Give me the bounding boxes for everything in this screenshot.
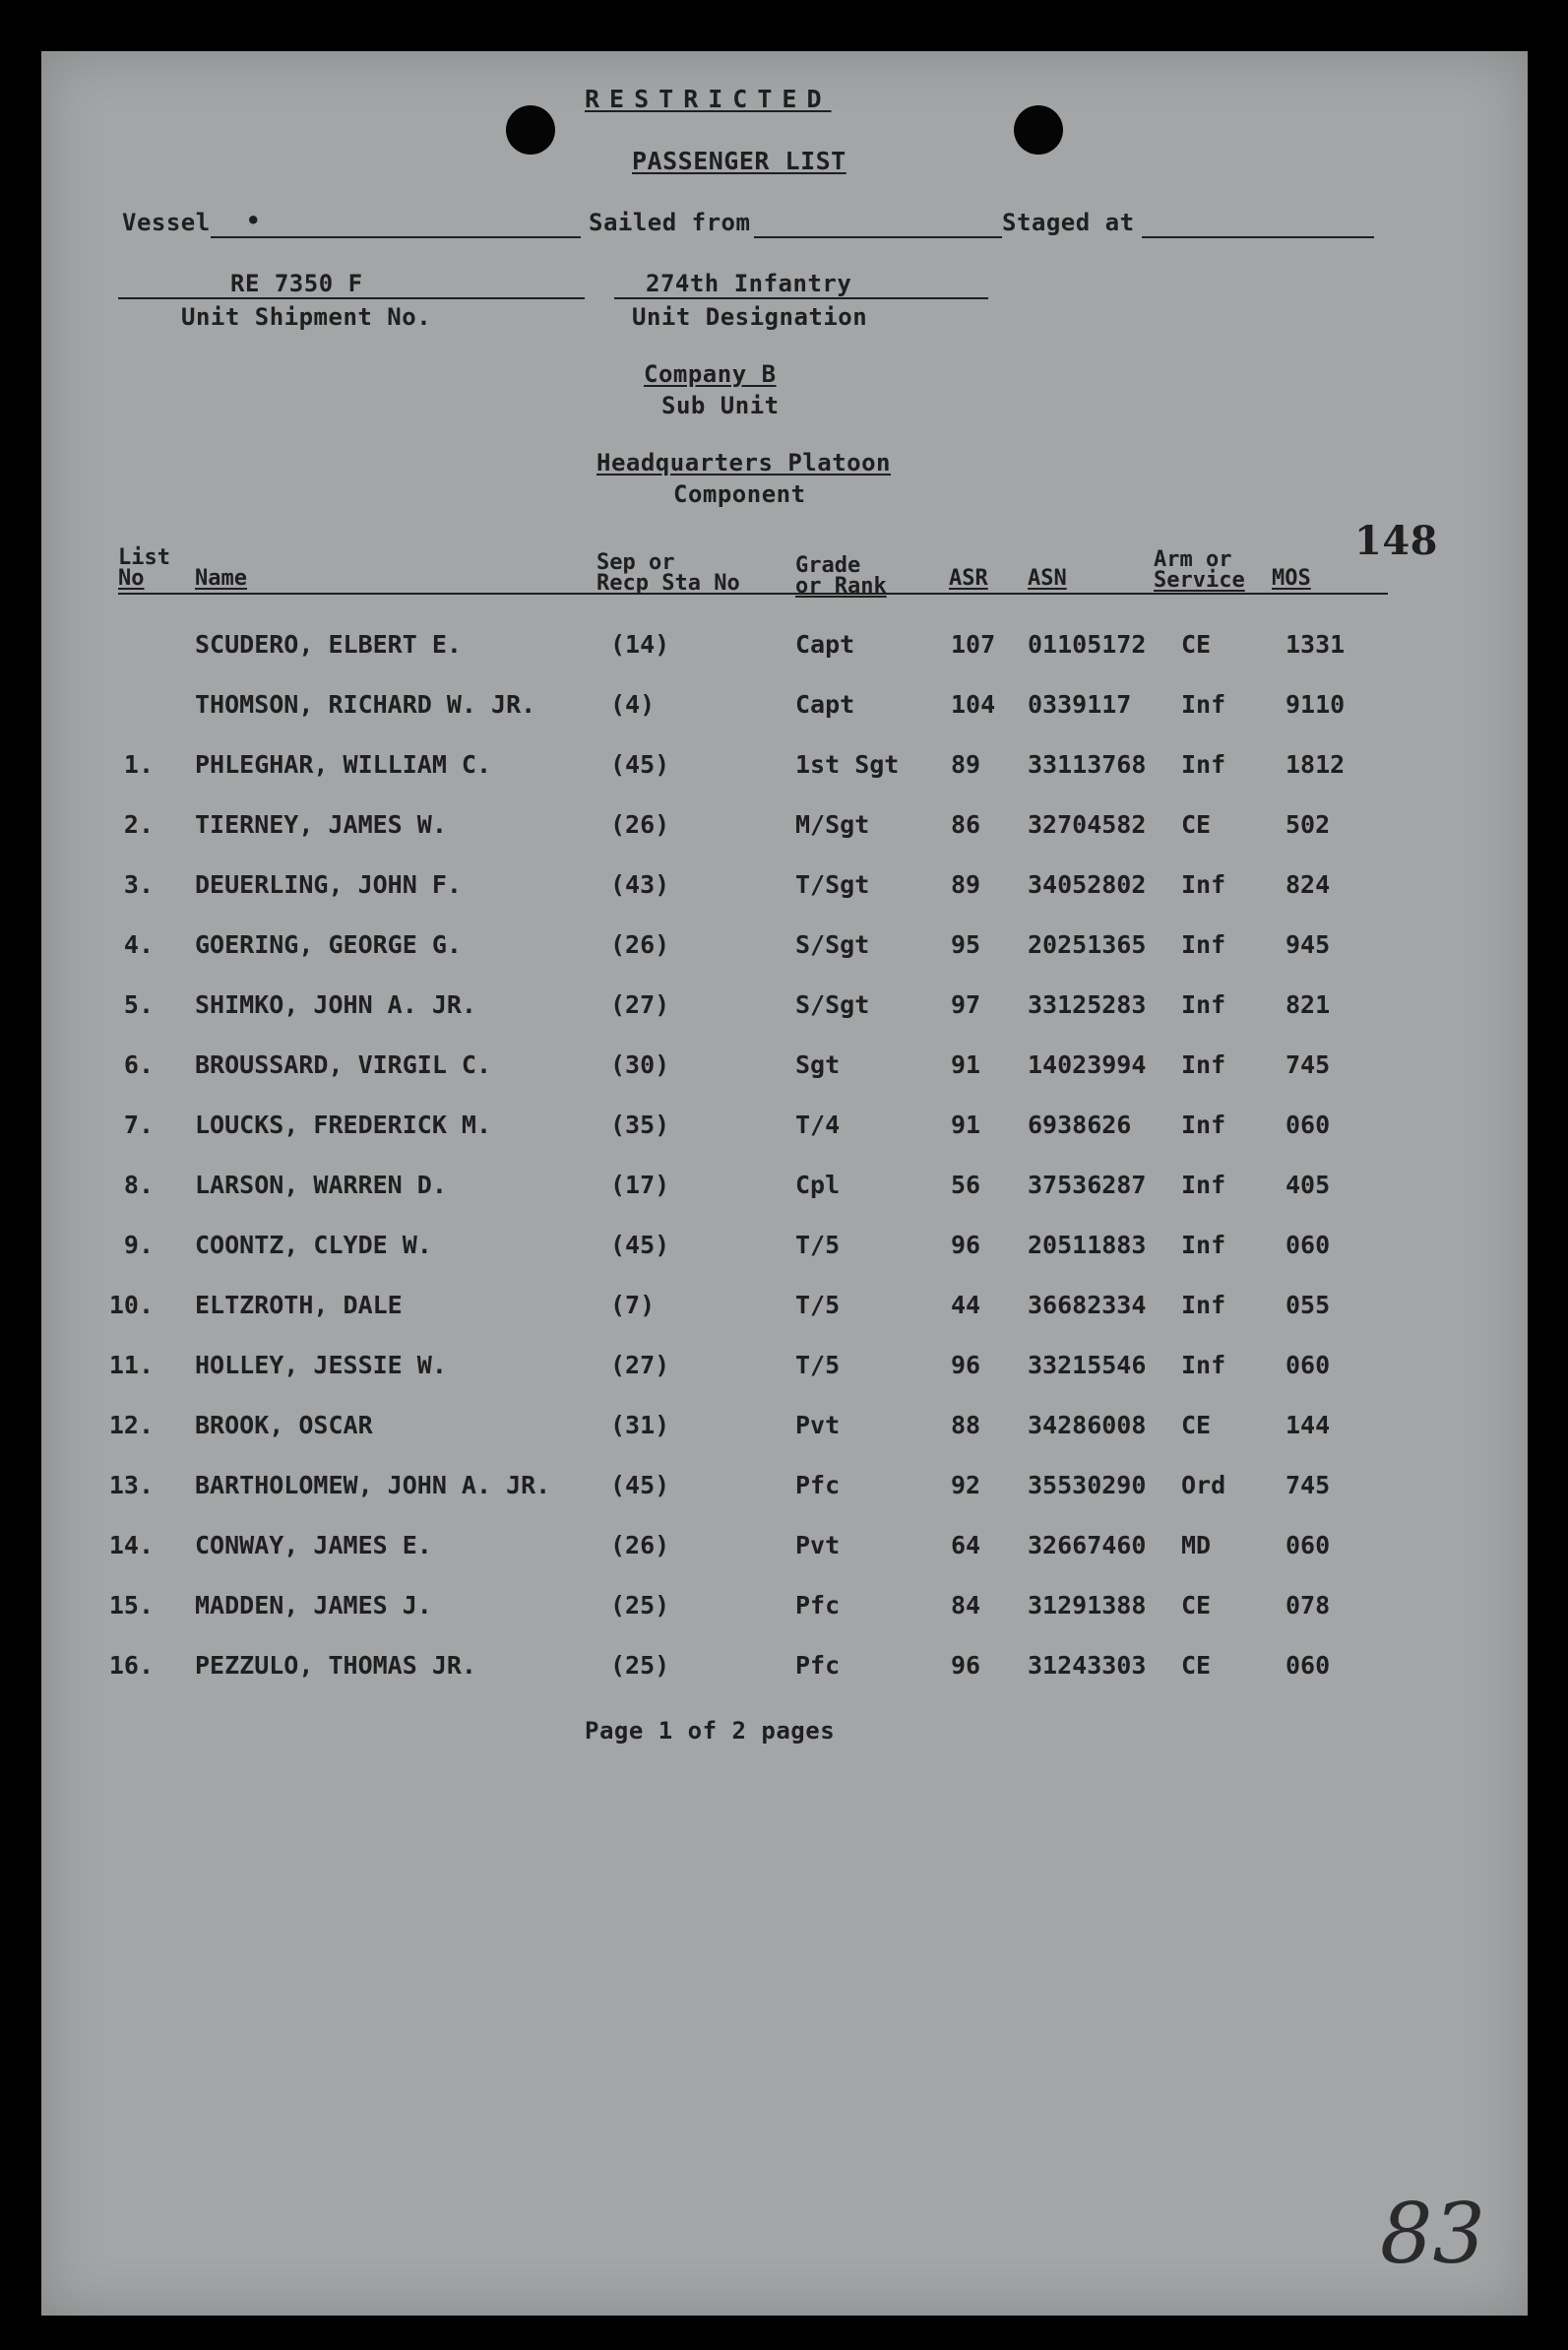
army-serial-number: 37536287 xyxy=(1028,1171,1147,1199)
mos-code: 055 xyxy=(1286,1291,1331,1319)
sep-recp-station: (27) xyxy=(610,990,670,1019)
list-number: 11. xyxy=(108,1351,154,1379)
table-row xyxy=(41,690,1528,730)
passenger-name: BARTHOLOMEW, JOHN A. JR. xyxy=(195,1471,551,1499)
mos-code: 060 xyxy=(1286,1111,1331,1139)
arm-or-service: MD xyxy=(1181,1531,1212,1559)
asr-score: 89 xyxy=(951,750,981,779)
header-arm-or-service: Arm or Service xyxy=(1154,547,1245,593)
grade-rank: T/4 xyxy=(795,1111,841,1139)
sep-recp-station: (45) xyxy=(610,1471,670,1499)
header-rule xyxy=(118,593,1388,595)
list-number: 8. xyxy=(123,1171,154,1199)
mos-code: 060 xyxy=(1286,1351,1331,1379)
asr-score: 84 xyxy=(951,1591,981,1620)
passenger-name: SCUDERO, ELBERT E. xyxy=(195,630,462,659)
list-number: 4. xyxy=(123,930,154,959)
sep-recp-station: (17) xyxy=(610,1171,670,1199)
mos-code: 745 xyxy=(1286,1050,1331,1079)
grade-rank: Pfc xyxy=(795,1471,841,1499)
list-number: 1. xyxy=(123,750,154,779)
arm-or-service: CE xyxy=(1181,810,1212,839)
arm-or-service: CE xyxy=(1181,630,1212,659)
grade-rank: Pfc xyxy=(795,1651,841,1680)
table-row xyxy=(41,630,1528,669)
grade-rank: T/5 xyxy=(795,1351,841,1379)
passenger-name: CONWAY, JAMES E. xyxy=(195,1531,432,1559)
unit-shipment-label: Unit Shipment No. xyxy=(181,303,432,331)
unit-shipment-value: RE 7350 F xyxy=(230,270,363,297)
asr-score: 88 xyxy=(951,1411,981,1439)
mos-code: 078 xyxy=(1286,1591,1331,1620)
header-list-no: List No xyxy=(118,545,170,591)
army-serial-number: 31243303 xyxy=(1028,1651,1147,1680)
grade-rank: S/Sgt xyxy=(795,930,870,959)
sep-recp-station: (31) xyxy=(610,1411,670,1439)
army-serial-number: 33125283 xyxy=(1028,990,1147,1019)
table-row xyxy=(41,810,1528,850)
page-footer: Page 1 of 2 pages xyxy=(585,1717,836,1745)
list-number: 12. xyxy=(108,1411,154,1439)
vessel-value: • xyxy=(246,207,261,234)
unit-designation-label: Unit Designation xyxy=(632,303,868,331)
sep-recp-station: (43) xyxy=(610,870,670,899)
sep-recp-station: (7) xyxy=(610,1291,656,1319)
arm-or-service: Inf xyxy=(1181,750,1226,779)
asr-score: 104 xyxy=(951,690,996,719)
list-number: 16. xyxy=(108,1651,154,1680)
passenger-name: THOMSON, RICHARD W. JR. xyxy=(195,690,536,719)
asr-score: 91 xyxy=(951,1111,981,1139)
sep-recp-station: (25) xyxy=(610,1651,670,1680)
list-number: 5. xyxy=(123,990,154,1019)
mos-code: 745 xyxy=(1286,1471,1331,1499)
mos-code: 1331 xyxy=(1286,630,1346,659)
grade-rank: Capt xyxy=(795,630,855,659)
army-serial-number: 33113768 xyxy=(1028,750,1147,779)
table-row xyxy=(41,1531,1528,1570)
mos-code: 821 xyxy=(1286,990,1331,1019)
header-grade: Grade or Rank xyxy=(795,553,887,599)
army-serial-number: 0339117 xyxy=(1028,690,1132,719)
passenger-name: LOUCKS, FREDERICK M. xyxy=(195,1111,492,1139)
sep-recp-station: (35) xyxy=(610,1111,670,1139)
header-asn: ASN xyxy=(1028,566,1067,591)
list-number: 15. xyxy=(108,1591,154,1620)
passenger-name: PHLEGHAR, WILLIAM C. xyxy=(195,750,492,779)
passenger-name: BROOK, OSCAR xyxy=(195,1411,373,1439)
header-asr: ASR xyxy=(949,566,988,591)
table-row xyxy=(41,1411,1528,1450)
army-serial-number: 35530290 xyxy=(1028,1471,1147,1499)
army-serial-number: 32704582 xyxy=(1028,810,1147,839)
table-row xyxy=(41,1171,1528,1210)
passenger-name: BROUSSARD, VIRGIL C. xyxy=(195,1050,492,1079)
arm-or-service: Inf xyxy=(1181,1231,1226,1259)
passenger-name: TIERNEY, JAMES W. xyxy=(195,810,447,839)
army-serial-number: 01105172 xyxy=(1028,630,1147,659)
asr-score: 64 xyxy=(951,1531,981,1559)
table-row xyxy=(41,1471,1528,1510)
army-serial-number: 36682334 xyxy=(1028,1291,1147,1319)
list-number: 6. xyxy=(123,1050,154,1079)
sep-recp-station: (30) xyxy=(610,1050,670,1079)
table-row xyxy=(41,750,1528,790)
grade-rank: Sgt xyxy=(795,1050,841,1079)
grade-rank: Capt xyxy=(795,690,855,719)
grade-rank: T/5 xyxy=(795,1231,841,1259)
sep-recp-station: (26) xyxy=(610,810,670,839)
mos-code: 945 xyxy=(1286,930,1331,959)
component-label: Component xyxy=(673,480,806,508)
army-serial-number: 34052802 xyxy=(1028,870,1147,899)
passenger-name: COONTZ, CLYDE W. xyxy=(195,1231,432,1259)
grade-rank: Pvt xyxy=(795,1531,841,1559)
arm-or-service: CE xyxy=(1181,1411,1212,1439)
header-mos: MOS xyxy=(1272,566,1311,591)
asr-score: 97 xyxy=(951,990,981,1019)
unit-designation-value: 274th Infantry xyxy=(646,270,852,297)
grade-rank: 1st Sgt xyxy=(795,750,900,779)
list-number: 9. xyxy=(123,1231,154,1259)
sub-unit-value: Company B xyxy=(644,360,777,388)
army-serial-number: 31291388 xyxy=(1028,1591,1147,1620)
sep-recp-station: (4) xyxy=(610,690,656,719)
arm-or-service: Inf xyxy=(1181,930,1226,959)
table-row xyxy=(41,1591,1528,1630)
punch-hole-left xyxy=(506,105,555,155)
arm-or-service: Inf xyxy=(1181,1171,1226,1199)
mos-code: 1812 xyxy=(1286,750,1346,779)
staged-at-label: Staged at xyxy=(1002,209,1135,236)
table-row xyxy=(41,1651,1528,1690)
arm-or-service: CE xyxy=(1181,1651,1212,1680)
table-row xyxy=(41,1291,1528,1330)
asr-score: 56 xyxy=(951,1171,981,1199)
army-serial-number: 20511883 xyxy=(1028,1231,1147,1259)
list-number: 7. xyxy=(123,1111,154,1139)
army-serial-number: 6938626 xyxy=(1028,1111,1132,1139)
classification-heading: RESTRICTED xyxy=(585,85,832,113)
table-row xyxy=(41,1050,1528,1090)
sep-recp-station: (26) xyxy=(610,1531,670,1559)
mos-code: 060 xyxy=(1286,1231,1331,1259)
list-number: 2. xyxy=(123,810,154,839)
asr-score: 95 xyxy=(951,930,981,959)
vessel-underline xyxy=(211,236,581,238)
arm-or-service: Inf xyxy=(1181,870,1226,899)
grade-rank: Pfc xyxy=(795,1591,841,1620)
passenger-name: GOERING, GEORGE G. xyxy=(195,930,462,959)
mos-code: 060 xyxy=(1286,1651,1331,1680)
sep-recp-station: (26) xyxy=(610,930,670,959)
document-title: PASSENGER LIST xyxy=(632,147,847,175)
sep-recp-station: (25) xyxy=(610,1591,670,1620)
sailed-from-label: Sailed from xyxy=(589,209,751,236)
header-sep-or-recp: Sep or Recp Sta No xyxy=(596,550,740,596)
grade-rank: S/Sgt xyxy=(795,990,870,1019)
army-serial-number: 32667460 xyxy=(1028,1531,1147,1559)
passenger-name: PEZZULO, THOMAS JR. xyxy=(195,1651,476,1680)
list-number: 10. xyxy=(108,1291,154,1319)
passenger-name: MADDEN, JAMES J. xyxy=(195,1591,432,1620)
component-value: Headquarters Platoon xyxy=(596,449,891,476)
grade-rank: T/Sgt xyxy=(795,870,870,899)
table-row xyxy=(41,870,1528,910)
arm-or-service: CE xyxy=(1181,1591,1212,1620)
document-page xyxy=(41,51,1528,2316)
army-serial-number: 33215546 xyxy=(1028,1351,1147,1379)
asr-score: 91 xyxy=(951,1050,981,1079)
passenger-name: LARSON, WARREN D. xyxy=(195,1171,447,1199)
asr-score: 96 xyxy=(951,1651,981,1680)
mos-code: 405 xyxy=(1286,1171,1331,1199)
arm-or-service: Inf xyxy=(1181,1111,1226,1139)
asr-score: 96 xyxy=(951,1231,981,1259)
arm-or-service: Inf xyxy=(1181,990,1226,1019)
asr-score: 44 xyxy=(951,1291,981,1319)
sep-recp-station: (45) xyxy=(610,1231,670,1259)
grade-rank: Pvt xyxy=(795,1411,841,1439)
mos-code: 060 xyxy=(1286,1531,1331,1559)
arm-or-service: Inf xyxy=(1181,1351,1226,1379)
sep-recp-station: (14) xyxy=(610,630,670,659)
sub-unit-label: Sub Unit xyxy=(661,392,780,419)
mos-code: 824 xyxy=(1286,870,1331,899)
vessel-label: Vessel xyxy=(122,209,211,236)
army-serial-number: 34286008 xyxy=(1028,1411,1147,1439)
list-number: 13. xyxy=(108,1471,154,1499)
asr-score: 89 xyxy=(951,870,981,899)
passenger-name: DEUERLING, JOHN F. xyxy=(195,870,462,899)
asr-score: 86 xyxy=(951,810,981,839)
army-serial-number: 14023994 xyxy=(1028,1050,1147,1079)
passenger-name: SHIMKO, JOHN A. JR. xyxy=(195,990,476,1019)
handwritten-number: 83 xyxy=(1380,2186,1485,2282)
table-row xyxy=(41,1351,1528,1390)
asr-score: 96 xyxy=(951,1351,981,1379)
table-row xyxy=(41,990,1528,1030)
table-row xyxy=(41,930,1528,970)
grade-rank: M/Sgt xyxy=(795,810,870,839)
passenger-name: HOLLEY, JESSIE W. xyxy=(195,1351,447,1379)
list-number: 14. xyxy=(108,1531,154,1559)
mos-code: 502 xyxy=(1286,810,1331,839)
punch-hole-right xyxy=(1014,105,1063,155)
passenger-name: ELTZROTH, DALE xyxy=(195,1291,403,1319)
header-name: Name xyxy=(195,566,247,591)
unit-shipment-underline xyxy=(118,297,585,299)
arm-or-service: Inf xyxy=(1181,690,1226,719)
sailed-from-underline xyxy=(754,236,1002,238)
arm-or-service: Inf xyxy=(1181,1050,1226,1079)
grade-rank: T/5 xyxy=(795,1291,841,1319)
asr-score: 92 xyxy=(951,1471,981,1499)
sep-recp-station: (45) xyxy=(610,750,670,779)
grade-rank: Cpl xyxy=(795,1171,841,1199)
staged-at-underline xyxy=(1142,236,1374,238)
table-row xyxy=(41,1111,1528,1150)
mos-code: 9110 xyxy=(1286,690,1346,719)
page-number-stamp: 148 xyxy=(1354,518,1438,564)
arm-or-service: Inf xyxy=(1181,1291,1226,1319)
unit-designation-underline xyxy=(614,297,988,299)
mos-code: 144 xyxy=(1286,1411,1331,1439)
sep-recp-station: (27) xyxy=(610,1351,670,1379)
table-row xyxy=(41,1231,1528,1270)
army-serial-number: 20251365 xyxy=(1028,930,1147,959)
arm-or-service: Ord xyxy=(1181,1471,1226,1499)
asr-score: 107 xyxy=(951,630,996,659)
list-number: 3. xyxy=(123,870,154,899)
